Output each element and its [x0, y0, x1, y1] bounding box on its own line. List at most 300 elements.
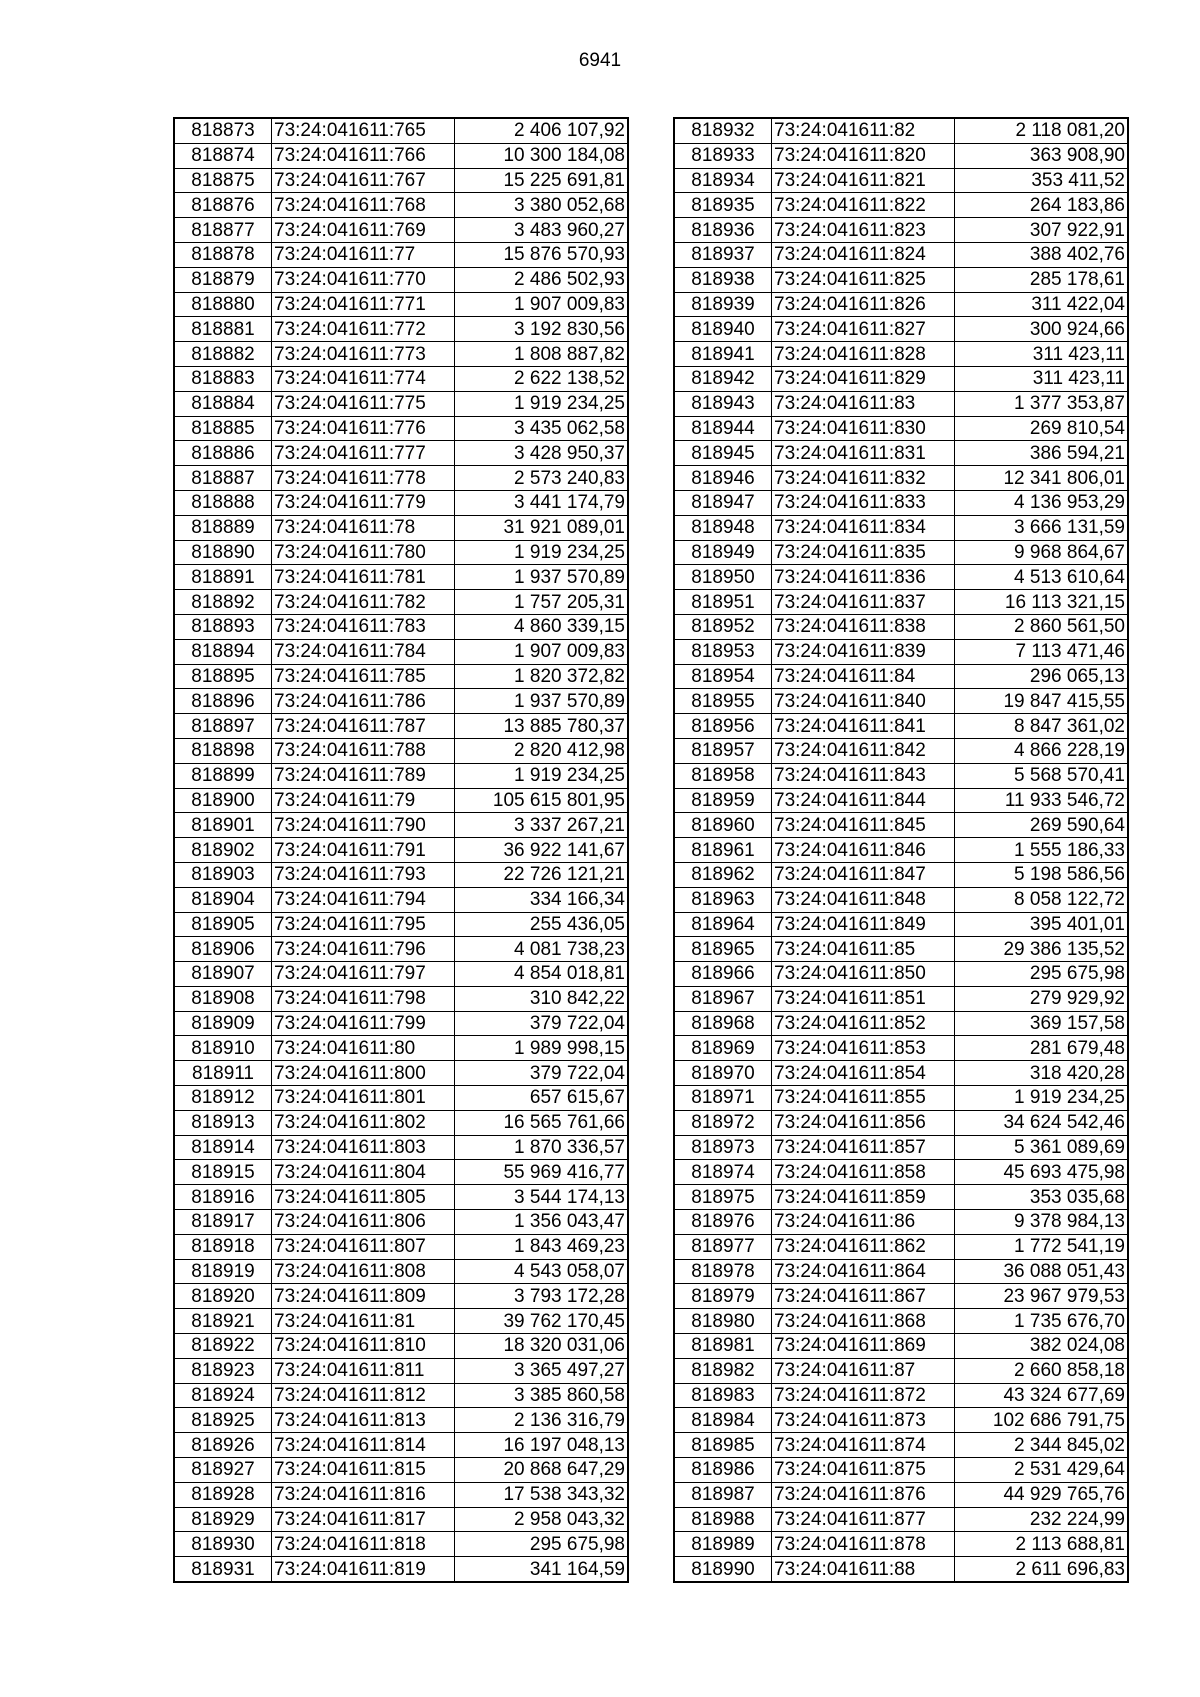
value-cell: 13 885 780,37	[455, 714, 629, 739]
row-number-cell: 818953	[674, 639, 772, 664]
table-row	[674, 1185, 1128, 1210]
value-cell: 15 225 691,81	[455, 168, 629, 193]
table-row	[174, 1482, 628, 1507]
row-number-cell: 818986	[674, 1458, 772, 1483]
value-cell: 4 866 228,19	[955, 738, 1129, 763]
value-cell: 23 967 979,53	[955, 1284, 1129, 1309]
value-cell: 334 166,34	[455, 887, 629, 912]
row-number-cell: 818969	[674, 1036, 772, 1061]
table-row	[674, 292, 1128, 317]
value-cell: 295 675,98	[455, 1532, 629, 1557]
value-cell: 19 847 415,55	[955, 689, 1129, 714]
row-number-cell: 818952	[674, 614, 772, 639]
table-row	[674, 1532, 1128, 1557]
row-number-cell: 818939	[674, 292, 772, 317]
cadastral-number-cell: 73:24:041611:846	[772, 838, 955, 863]
cadastral-number-cell: 73:24:041611:785	[272, 664, 455, 689]
value-cell: 3 793 172,28	[455, 1284, 629, 1309]
cadastral-number-cell: 73:24:041611:789	[272, 763, 455, 788]
row-number-cell: 818984	[674, 1408, 772, 1433]
table-row	[674, 565, 1128, 590]
table-row	[174, 466, 628, 491]
row-number-cell: 818926	[174, 1433, 272, 1458]
row-number-cell: 818892	[174, 590, 272, 615]
table-row	[174, 1507, 628, 1532]
cadastral-number-cell: 73:24:041611:867	[772, 1284, 955, 1309]
table-row	[674, 1433, 1128, 1458]
cadastral-number-cell: 73:24:041611:801	[272, 1086, 455, 1111]
cadastral-number-cell: 73:24:041611:841	[772, 714, 955, 739]
row-number-cell: 818956	[674, 714, 772, 739]
row-number-cell: 818963	[674, 887, 772, 912]
value-cell: 269 810,54	[955, 416, 1129, 441]
table-row	[674, 515, 1128, 540]
table-row	[674, 391, 1128, 416]
row-number-cell: 818877	[174, 218, 272, 243]
row-number-cell: 818937	[674, 242, 772, 267]
table-row	[174, 1532, 628, 1557]
table-row	[674, 1309, 1128, 1334]
cadastral-number-cell: 73:24:041611:799	[272, 1011, 455, 1036]
table-row	[174, 1185, 628, 1210]
table-row	[674, 714, 1128, 739]
row-number-cell: 818878	[174, 242, 272, 267]
table-row	[174, 218, 628, 243]
table-row	[174, 813, 628, 838]
cadastral-number-cell: 73:24:041611:837	[772, 590, 955, 615]
table-row	[174, 912, 628, 937]
value-cell: 1 356 043,47	[455, 1210, 629, 1235]
cadastral-number-cell: 73:24:041611:878	[772, 1532, 955, 1557]
value-cell: 16 197 048,13	[455, 1433, 629, 1458]
value-cell: 8 847 361,02	[955, 714, 1129, 739]
cadastral-number-cell: 73:24:041611:831	[772, 441, 955, 466]
cadastral-number-cell: 73:24:041611:773	[272, 342, 455, 367]
row-number-cell: 818915	[174, 1160, 272, 1185]
row-number-cell: 818894	[174, 639, 272, 664]
value-cell: 39 762 170,45	[455, 1309, 629, 1334]
cadastral-number-cell: 73:24:041611:771	[272, 292, 455, 317]
cadastral-number-cell: 73:24:041611:853	[772, 1036, 955, 1061]
row-number-cell: 818890	[174, 540, 272, 565]
cadastral-number-cell: 73:24:041611:872	[772, 1383, 955, 1408]
cadastral-number-cell: 73:24:041611:804	[272, 1160, 455, 1185]
value-cell: 369 157,58	[955, 1011, 1129, 1036]
table-row	[674, 317, 1128, 342]
cadastral-number-cell: 73:24:041611:858	[772, 1160, 955, 1185]
row-number-cell: 818943	[674, 391, 772, 416]
table-row	[174, 1458, 628, 1483]
cadastral-number-cell: 73:24:041611:782	[272, 590, 455, 615]
table-row	[174, 1334, 628, 1359]
table-row	[674, 1507, 1128, 1532]
value-cell: 16 565 761,66	[455, 1110, 629, 1135]
cadastral-number-cell: 73:24:041611:783	[272, 614, 455, 639]
cadastral-number-cell: 73:24:041611:876	[772, 1482, 955, 1507]
row-number-cell: 818896	[174, 689, 272, 714]
value-cell: 3 435 062,58	[455, 416, 629, 441]
row-number-cell: 818930	[174, 1532, 272, 1557]
row-number-cell: 818929	[174, 1507, 272, 1532]
value-cell: 3 483 960,27	[455, 218, 629, 243]
cadastral-number-cell: 73:24:041611:829	[772, 366, 955, 391]
table-row	[674, 1110, 1128, 1135]
value-cell: 4 543 058,07	[455, 1259, 629, 1284]
cadastral-number-cell: 73:24:041611:793	[272, 862, 455, 887]
row-number-cell: 818899	[174, 763, 272, 788]
cadastral-number-cell: 73:24:041611:795	[272, 912, 455, 937]
cadastral-number-cell: 73:24:041611:823	[772, 218, 955, 243]
row-number-cell: 818882	[174, 342, 272, 367]
table-row	[174, 763, 628, 788]
row-number-cell: 818950	[674, 565, 772, 590]
table-row	[674, 639, 1128, 664]
value-cell: 18 320 031,06	[455, 1334, 629, 1359]
table-row	[674, 490, 1128, 515]
table-row	[174, 515, 628, 540]
row-number-cell: 818947	[674, 490, 772, 515]
cadastral-number-cell: 73:24:041611:832	[772, 466, 955, 491]
cadastral-number-cell: 73:24:041611:781	[272, 565, 455, 590]
cadastral-number-cell: 73:24:041611:83	[772, 391, 955, 416]
row-number-cell: 818949	[674, 540, 772, 565]
row-number-cell: 818966	[674, 962, 772, 987]
cadastral-number-cell: 73:24:041611:767	[272, 168, 455, 193]
table-row	[674, 763, 1128, 788]
table-row	[174, 1259, 628, 1284]
table-row	[674, 1334, 1128, 1359]
row-number-cell: 818972	[674, 1110, 772, 1135]
value-cell: 2 611 696,83	[955, 1557, 1129, 1582]
value-cell: 102 686 791,75	[955, 1408, 1129, 1433]
cadastral-number-cell: 73:24:041611:844	[772, 788, 955, 813]
value-cell: 3 365 497,27	[455, 1358, 629, 1383]
table-row	[674, 1061, 1128, 1086]
cadastral-number-cell: 73:24:041611:864	[772, 1259, 955, 1284]
row-number-cell: 818886	[174, 441, 272, 466]
table-row	[674, 738, 1128, 763]
cadastral-number-cell: 73:24:041611:796	[272, 937, 455, 962]
value-cell: 379 722,04	[455, 1011, 629, 1036]
value-cell: 1 919 234,25	[455, 763, 629, 788]
table-row	[174, 962, 628, 987]
row-number-cell: 818944	[674, 416, 772, 441]
row-number-cell: 818951	[674, 590, 772, 615]
table-row	[174, 1234, 628, 1259]
row-number-cell: 818982	[674, 1358, 772, 1383]
table-row	[674, 664, 1128, 689]
table-row	[174, 565, 628, 590]
row-number-cell: 818931	[174, 1557, 272, 1582]
cadastral-number-cell: 73:24:041611:857	[772, 1135, 955, 1160]
row-number-cell: 818974	[674, 1160, 772, 1185]
value-cell: 232 224,99	[955, 1507, 1129, 1532]
row-number-cell: 818909	[174, 1011, 272, 1036]
value-cell: 3 380 052,68	[455, 193, 629, 218]
cadastral-number-cell: 73:24:041611:775	[272, 391, 455, 416]
row-number-cell: 818971	[674, 1086, 772, 1111]
table-row	[174, 689, 628, 714]
table-row	[174, 366, 628, 391]
cadastral-number-cell: 73:24:041611:854	[772, 1061, 955, 1086]
value-cell: 1 820 372,82	[455, 664, 629, 689]
row-number-cell: 818907	[174, 962, 272, 987]
value-cell: 7 113 471,46	[955, 639, 1129, 664]
value-cell: 2 113 688,81	[955, 1532, 1129, 1557]
cadastral-number-cell: 73:24:041611:856	[772, 1110, 955, 1135]
cadastral-number-cell: 73:24:041611:855	[772, 1086, 955, 1111]
cadastral-number-cell: 73:24:041611:770	[272, 267, 455, 292]
table-row	[674, 1011, 1128, 1036]
row-number-cell: 818891	[174, 565, 272, 590]
cadastral-number-cell: 73:24:041611:817	[272, 1507, 455, 1532]
row-number-cell: 818962	[674, 862, 772, 887]
row-number-cell: 818985	[674, 1433, 772, 1458]
row-number-cell: 818946	[674, 466, 772, 491]
value-cell: 353 035,68	[955, 1185, 1129, 1210]
table-row	[674, 813, 1128, 838]
value-cell: 1 989 998,15	[455, 1036, 629, 1061]
value-cell: 1 919 234,25	[455, 540, 629, 565]
cadastral-number-cell: 73:24:041611:791	[272, 838, 455, 863]
row-number-cell: 818968	[674, 1011, 772, 1036]
table-row	[674, 1086, 1128, 1111]
row-number-cell: 818970	[674, 1061, 772, 1086]
value-cell: 4 860 339,15	[455, 614, 629, 639]
row-number-cell: 818903	[174, 862, 272, 887]
row-number-cell: 818936	[674, 218, 772, 243]
row-number-cell: 818918	[174, 1234, 272, 1259]
table-row	[174, 1433, 628, 1458]
cadastral-number-cell: 73:24:041611:805	[272, 1185, 455, 1210]
value-cell: 55 969 416,77	[455, 1160, 629, 1185]
table-row	[674, 912, 1128, 937]
table-row	[674, 1135, 1128, 1160]
value-cell: 3 666 131,59	[955, 515, 1129, 540]
table-row	[174, 317, 628, 342]
row-number-cell: 818940	[674, 317, 772, 342]
table-row	[674, 1284, 1128, 1309]
table-row	[674, 193, 1128, 218]
cadastral-number-cell: 73:24:041611:835	[772, 540, 955, 565]
cadastral-number-cell: 73:24:041611:862	[772, 1234, 955, 1259]
row-number-cell: 818883	[174, 366, 272, 391]
cadastral-number-cell: 73:24:041611:765	[272, 118, 455, 143]
row-number-cell: 818977	[674, 1234, 772, 1259]
table-row	[674, 590, 1128, 615]
table-row	[674, 1358, 1128, 1383]
value-cell: 311 423,11	[955, 342, 1129, 367]
table-row	[174, 1135, 628, 1160]
cadastral-number-cell: 73:24:041611:85	[772, 937, 955, 962]
cadastral-number-cell: 73:24:041611:842	[772, 738, 955, 763]
cadastral-number-cell: 73:24:041611:877	[772, 1507, 955, 1532]
table-row	[174, 540, 628, 565]
row-number-cell: 818895	[174, 664, 272, 689]
row-number-cell: 818964	[674, 912, 772, 937]
row-number-cell: 818990	[674, 1557, 772, 1582]
row-number-cell: 818934	[674, 168, 772, 193]
row-number-cell: 818967	[674, 986, 772, 1011]
row-number-cell: 818938	[674, 267, 772, 292]
value-cell: 1 555 186,33	[955, 838, 1129, 863]
table-row	[674, 1482, 1128, 1507]
table-row	[174, 614, 628, 639]
row-number-cell: 818887	[174, 466, 272, 491]
row-number-cell: 818978	[674, 1259, 772, 1284]
cadastral-number-cell: 73:24:041611:774	[272, 366, 455, 391]
cadastral-number-cell: 73:24:041611:828	[772, 342, 955, 367]
row-number-cell: 818913	[174, 1110, 272, 1135]
value-cell: 3 544 174,13	[455, 1185, 629, 1210]
value-cell: 2 136 316,79	[455, 1408, 629, 1433]
cadastral-number-cell: 73:24:041611:843	[772, 763, 955, 788]
table-row	[674, 1408, 1128, 1433]
row-number-cell: 818900	[174, 788, 272, 813]
value-cell: 318 420,28	[955, 1061, 1129, 1086]
cadastral-number-cell: 73:24:041611:808	[272, 1259, 455, 1284]
value-cell: 264 183,86	[955, 193, 1129, 218]
value-cell: 311 422,04	[955, 292, 1129, 317]
value-cell: 386 594,21	[955, 441, 1129, 466]
row-number-cell: 818921	[174, 1309, 272, 1334]
cadastral-number-cell: 73:24:041611:806	[272, 1210, 455, 1235]
table-row	[174, 738, 628, 763]
row-number-cell: 818889	[174, 515, 272, 540]
row-number-cell: 818987	[674, 1482, 772, 1507]
cadastral-number-cell: 73:24:041611:859	[772, 1185, 955, 1210]
cadastral-number-cell: 73:24:041611:833	[772, 490, 955, 515]
cadastral-number-cell: 73:24:041611:778	[272, 466, 455, 491]
table-row	[174, 1557, 628, 1582]
value-cell: 269 590,64	[955, 813, 1129, 838]
value-cell: 300 924,66	[955, 317, 1129, 342]
cadastral-number-cell: 73:24:041611:812	[272, 1383, 455, 1408]
value-cell: 3 337 267,21	[455, 813, 629, 838]
cadastral-number-cell: 73:24:041611:809	[272, 1284, 455, 1309]
cadastral-number-cell: 73:24:041611:77	[272, 242, 455, 267]
row-number-cell: 818975	[674, 1185, 772, 1210]
value-cell: 2 486 502,93	[455, 267, 629, 292]
table-row	[674, 887, 1128, 912]
value-cell: 1 907 009,83	[455, 639, 629, 664]
cadastral-number-cell: 73:24:041611:798	[272, 986, 455, 1011]
value-cell: 5 361 089,69	[955, 1135, 1129, 1160]
cadastral-number-cell: 73:24:041611:875	[772, 1458, 955, 1483]
table-row	[174, 1086, 628, 1111]
value-cell: 22 726 121,21	[455, 862, 629, 887]
value-cell: 2 860 561,50	[955, 614, 1129, 639]
table-row	[674, 218, 1128, 243]
row-number-cell: 818874	[174, 143, 272, 168]
row-number-cell: 818960	[674, 813, 772, 838]
table-row	[174, 441, 628, 466]
table-row	[174, 1160, 628, 1185]
cadastral-number-cell: 73:24:041611:787	[272, 714, 455, 739]
table-row	[674, 788, 1128, 813]
table-row	[174, 986, 628, 1011]
row-number-cell: 818901	[174, 813, 272, 838]
row-number-cell: 818928	[174, 1482, 272, 1507]
value-cell: 15 876 570,93	[455, 242, 629, 267]
row-number-cell: 818910	[174, 1036, 272, 1061]
value-cell: 395 401,01	[955, 912, 1129, 937]
table-row	[174, 1358, 628, 1383]
value-cell: 281 679,48	[955, 1036, 1129, 1061]
value-cell: 29 386 135,52	[955, 937, 1129, 962]
table-row	[174, 1036, 628, 1061]
cadastral-number-cell: 73:24:041611:86	[772, 1210, 955, 1235]
value-cell: 9 378 984,13	[955, 1210, 1129, 1235]
table-row	[174, 664, 628, 689]
table-row	[674, 1160, 1128, 1185]
value-cell: 20 868 647,29	[455, 1458, 629, 1483]
row-number-cell: 818906	[174, 937, 272, 962]
value-cell: 4 081 738,23	[455, 937, 629, 962]
table-row	[674, 466, 1128, 491]
cadastral-number-cell: 73:24:041611:768	[272, 193, 455, 218]
table-row	[174, 937, 628, 962]
table-row	[174, 168, 628, 193]
value-cell: 8 058 122,72	[955, 887, 1129, 912]
value-cell: 1 808 887,82	[455, 342, 629, 367]
table-row	[674, 838, 1128, 863]
row-number-cell: 818959	[674, 788, 772, 813]
cadastral-number-cell: 73:24:041611:836	[772, 565, 955, 590]
value-cell: 1 757 205,31	[455, 590, 629, 615]
row-number-cell: 818880	[174, 292, 272, 317]
table-row	[174, 118, 628, 143]
table-row	[674, 441, 1128, 466]
cadastral-number-cell: 73:24:041611:819	[272, 1557, 455, 1582]
table-row	[674, 614, 1128, 639]
row-number-cell: 818876	[174, 193, 272, 218]
value-cell: 1 919 234,25	[455, 391, 629, 416]
right-register-table	[673, 117, 1129, 1583]
table-row	[674, 1259, 1128, 1284]
cadastral-number-cell: 73:24:041611:779	[272, 490, 455, 515]
cadastral-number-cell: 73:24:041611:80	[272, 1036, 455, 1061]
left-table-body	[174, 118, 628, 1582]
cadastral-number-cell: 73:24:041611:820	[772, 143, 955, 168]
table-row	[674, 1557, 1128, 1582]
cadastral-number-cell: 73:24:041611:852	[772, 1011, 955, 1036]
page-number: 6941	[578, 50, 622, 71]
cadastral-number-cell: 73:24:041611:845	[772, 813, 955, 838]
cadastral-number-cell: 73:24:041611:838	[772, 614, 955, 639]
value-cell: 5 198 586,56	[955, 862, 1129, 887]
value-cell: 2 660 858,18	[955, 1358, 1129, 1383]
cadastral-number-cell: 73:24:041611:815	[272, 1458, 455, 1483]
table-row	[174, 639, 628, 664]
row-number-cell: 818885	[174, 416, 272, 441]
value-cell: 36 922 141,67	[455, 838, 629, 863]
table-row	[174, 1408, 628, 1433]
value-cell: 3 385 860,58	[455, 1383, 629, 1408]
value-cell: 1 937 570,89	[455, 689, 629, 714]
row-number-cell: 818881	[174, 317, 272, 342]
value-cell: 1 870 336,57	[455, 1135, 629, 1160]
table-row	[174, 267, 628, 292]
value-cell: 10 300 184,08	[455, 143, 629, 168]
cadastral-number-cell: 73:24:041611:847	[772, 862, 955, 887]
value-cell: 2 573 240,83	[455, 466, 629, 491]
table-row	[174, 143, 628, 168]
cadastral-number-cell: 73:24:041611:776	[272, 416, 455, 441]
cadastral-number-cell: 73:24:041611:803	[272, 1135, 455, 1160]
row-number-cell: 818948	[674, 515, 772, 540]
table-row	[174, 714, 628, 739]
